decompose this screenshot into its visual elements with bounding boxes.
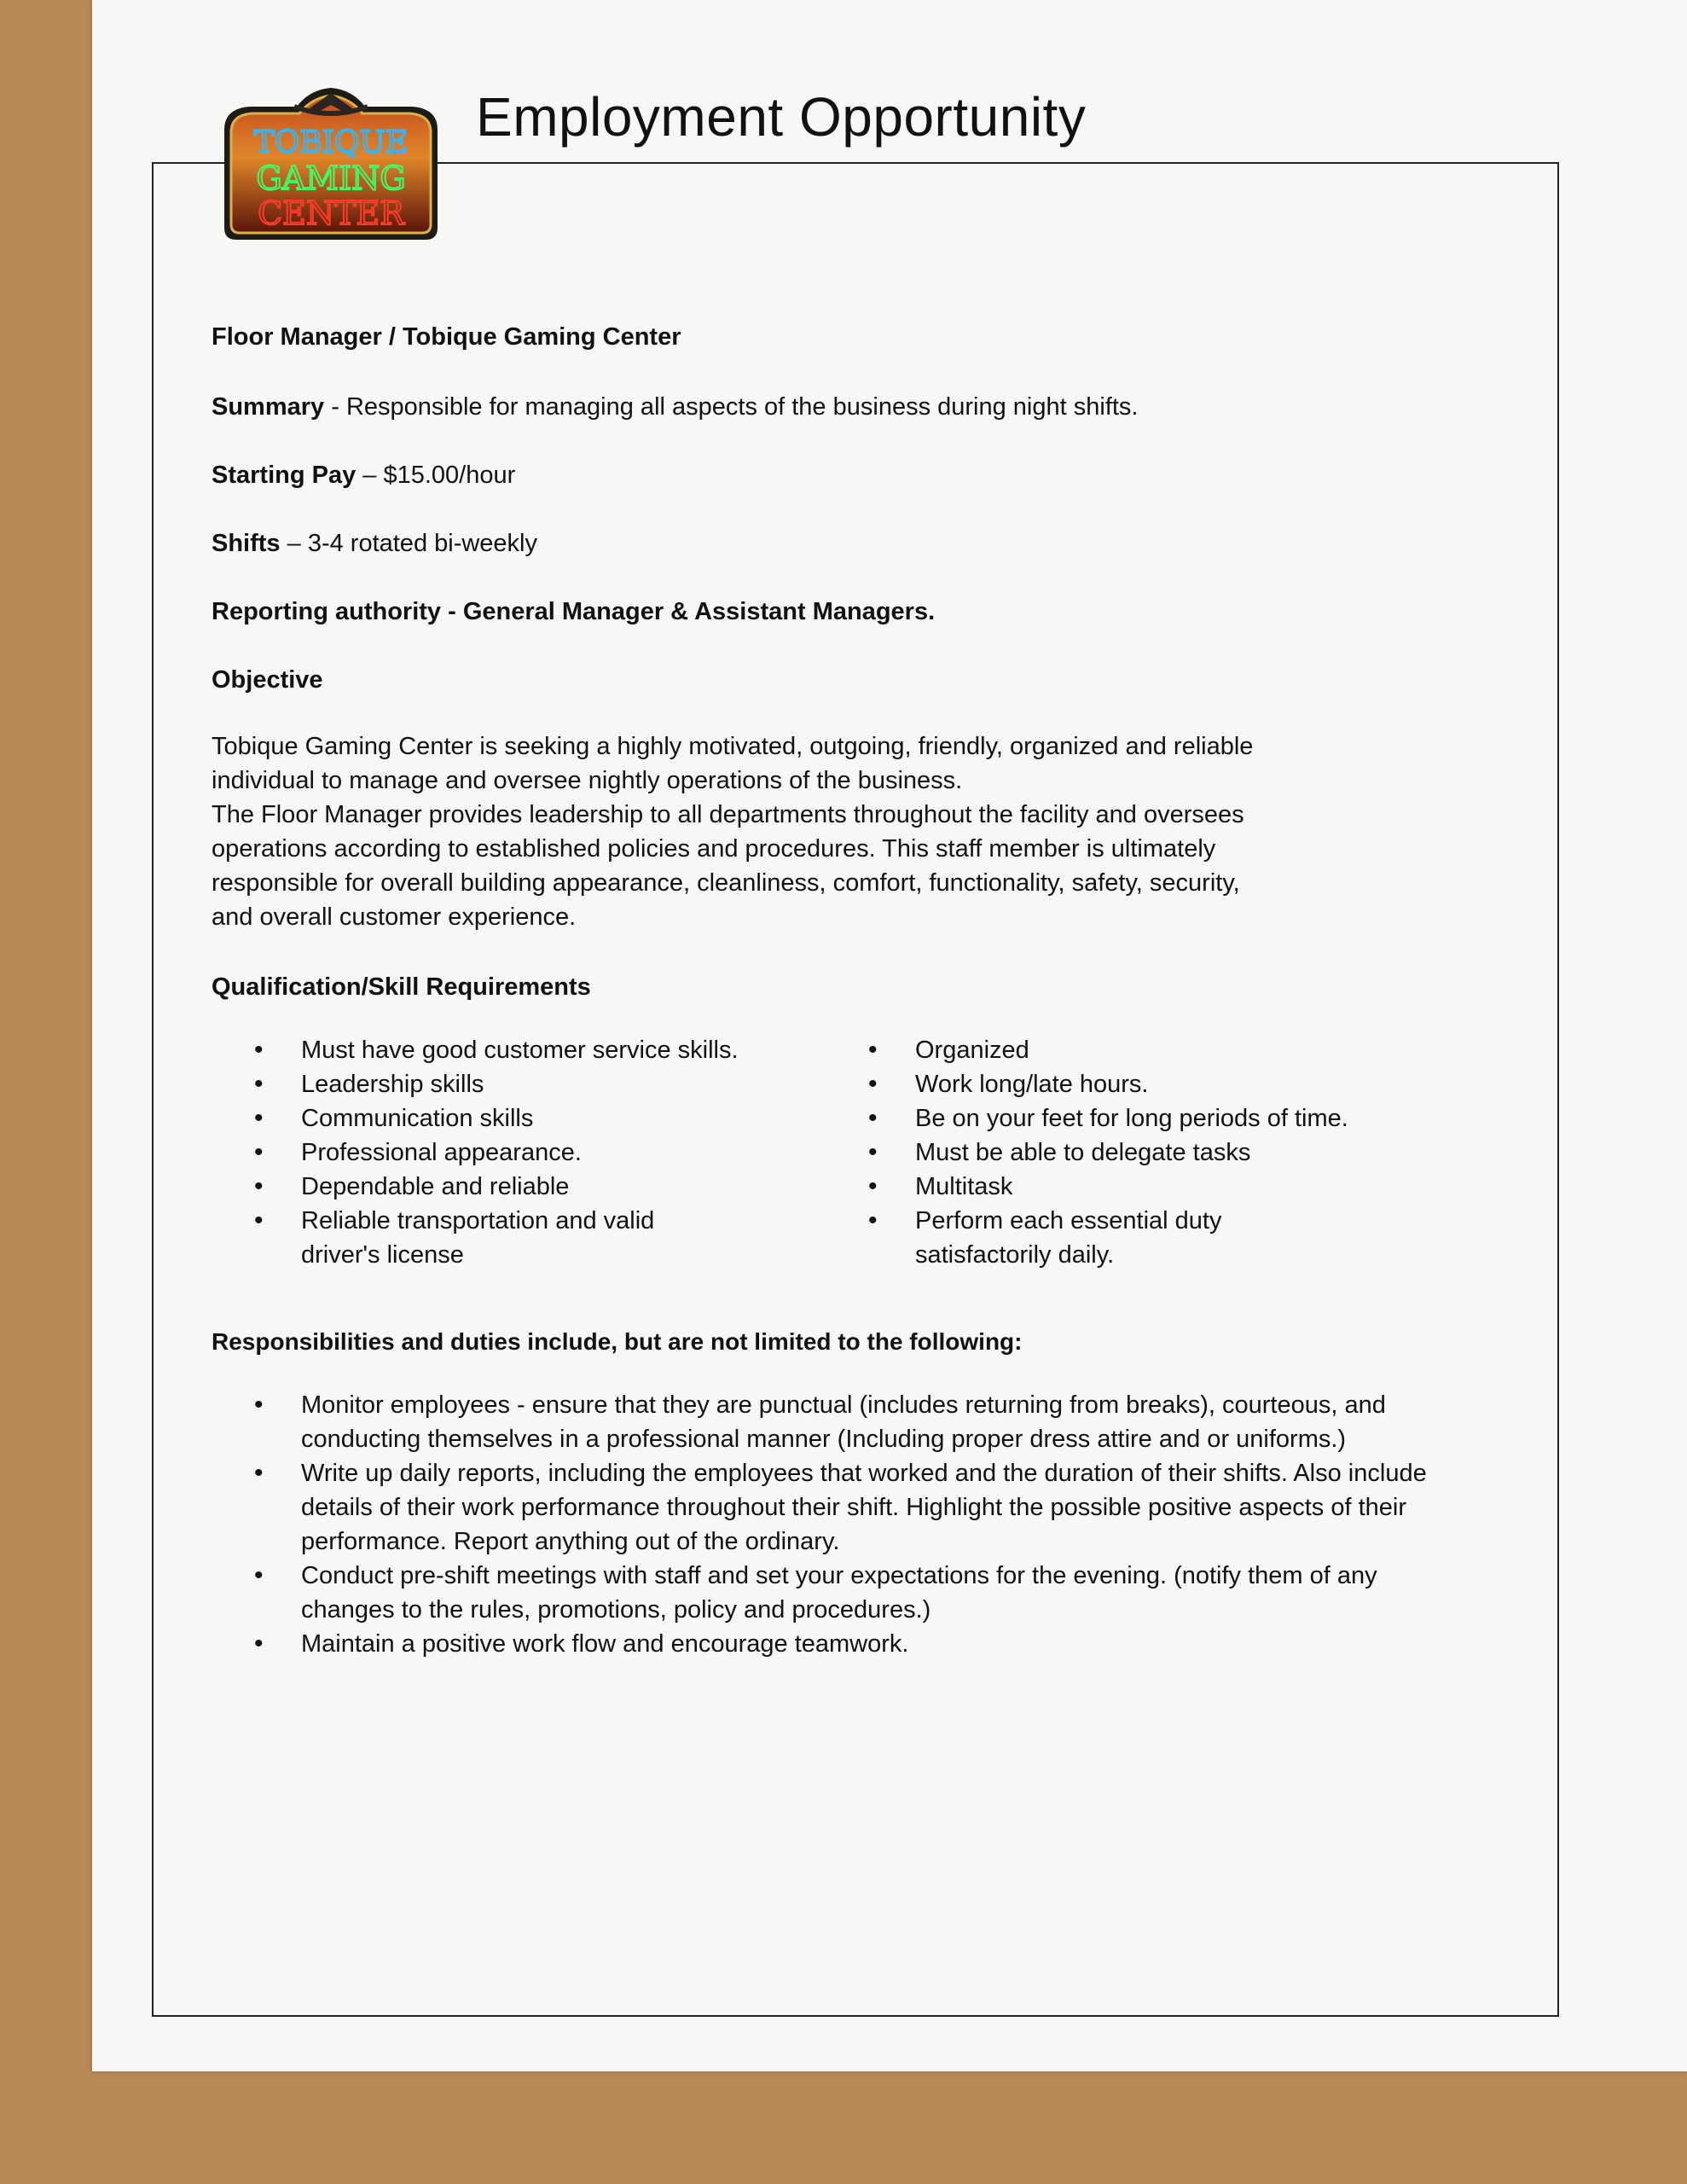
document-body [212, 320, 1474, 1661]
list-item: • Communication skills [254, 1101, 868, 1136]
reporting-authority: Reporting authority - General Manager & Assistant Managers. [212, 598, 936, 625]
starting-pay-label: Starting Pay [212, 462, 357, 489]
list-item: • Must have good customer service skills. [254, 1033, 868, 1067]
list-item: • Perform each essential duty satisfactorily daily. [868, 1204, 1273, 1272]
list-item: • Work long/late hours. [868, 1067, 1465, 1101]
summary-label: Summary [212, 393, 325, 421]
svg-text:CENTER: CENTER [258, 195, 404, 232]
job-title: Floor Manager / Tobique Gaming Center [212, 323, 681, 351]
summary-text: Responsible for managing all aspects of the business during night shifts. [345, 393, 1139, 421]
paper-sheet [92, 0, 1687, 2071]
summary-separator: - [324, 393, 346, 421]
list-item: • Conduct pre-shift meetings with staff and set your expectations for the evening. (notify them of any changes to the rules, promotions, policy and procedures.) [254, 1559, 1474, 1627]
shifts-line [212, 526, 1474, 561]
starting-pay-value: $15.00/hour [383, 462, 516, 489]
list-item: • Must be able to delegate tasks [868, 1136, 1465, 1170]
tobique-gaming-center-logo [216, 83, 446, 245]
objective-line: and overall customer experience. [212, 903, 577, 931]
page-title: Employment Opportunity [476, 86, 1087, 148]
svg-text:TOBIQUE: TOBIQUE [253, 125, 409, 160]
objective-paragraph [212, 729, 1474, 934]
list-item: • Multitask [868, 1170, 1465, 1204]
objective-line: individual to manage and oversee nightly operations of the business. [212, 767, 963, 794]
shifts-label: Shifts [212, 530, 281, 557]
list-item: • Be on your feet for long periods of time. [868, 1101, 1465, 1136]
objective-line: Tobique Gaming Center is seeking a highly motivated, outgoing, friendly, organized and reliable [212, 733, 1254, 760]
objective-line: responsible for overall building appearance, cleanliness, comfort, functionality, safety, security, [212, 869, 1240, 897]
list-item: • Leadership skills [254, 1067, 868, 1101]
responsibilities-heading: Responsibilities and duties include, but are not limited to the following: [212, 1328, 1023, 1355]
responsibilities-list [212, 1388, 1474, 1661]
starting-pay-line [212, 458, 1474, 492]
svg-text:GAMING: GAMING [256, 160, 406, 197]
objective-line: operations according to established policies and procedures. This staff member is ultimately [212, 835, 1216, 863]
list-item: • Write up daily reports, including the employees that worked and the duration of their shifts. Also include details of their work performance throughout their shift. Highlight the possible positive aspects of their performance. Report anything out of the ordinary. [254, 1456, 1474, 1559]
list-item: • Reliable transportation and valid driver's license [254, 1204, 693, 1272]
objective-line: The Floor Manager provides leadership to all departments throughout the facility and oversees [212, 801, 1244, 828]
qualifications-heading: Qualification/Skill Requirements [212, 973, 591, 1001]
qualifications-left-list [212, 1033, 868, 1272]
list-item: • Dependable and reliable [254, 1170, 868, 1204]
shifts-separator: – [280, 530, 308, 557]
list-item: • Professional appearance. [254, 1136, 868, 1170]
list-item: • Maintain a positive work flow and encourage teamwork. [254, 1627, 1474, 1661]
list-item: • Organized [868, 1033, 1465, 1067]
qualifications-right-list [868, 1033, 1465, 1272]
shifts-value: 3-4 rotated bi-weekly [307, 530, 537, 557]
starting-pay-separator: – [356, 462, 384, 489]
summary-line [212, 390, 1474, 424]
qualifications-columns [212, 1033, 1474, 1272]
list-item: • Monitor employees - ensure that they are punctual (includes returning from breaks), courteous, and conducting themselves in a professional manner (Including proper dress attire and or uniforms.) [254, 1388, 1474, 1456]
objective-heading: Objective [212, 666, 323, 694]
